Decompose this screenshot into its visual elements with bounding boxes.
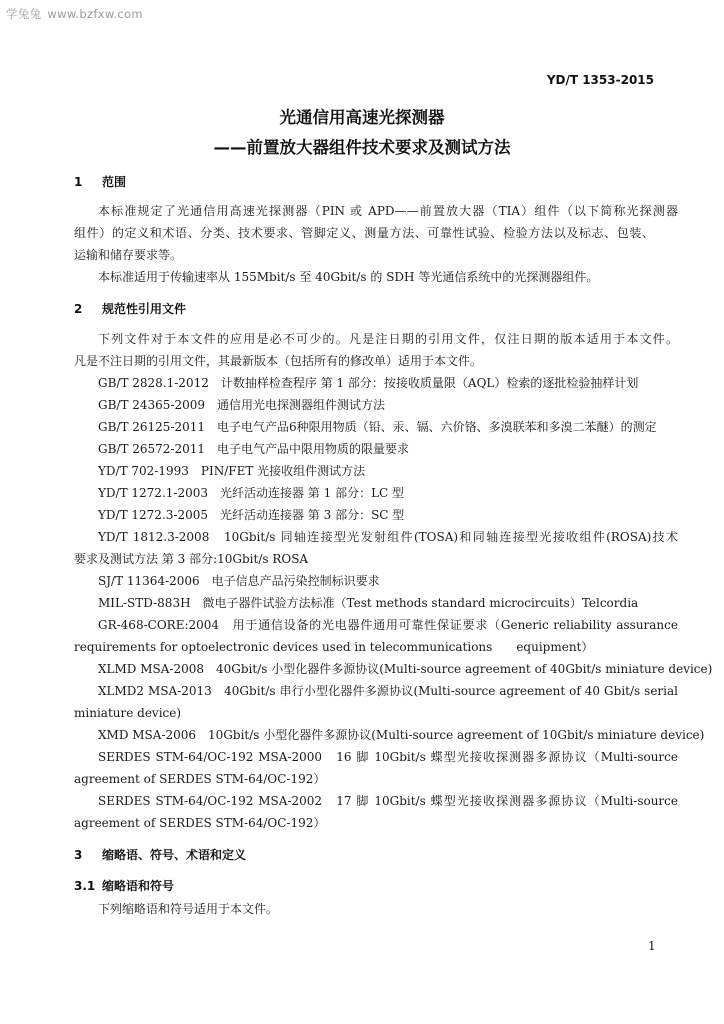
reference-item: GB/T 26572-2011 电子电气产品中限用物质的限量要求 (98, 442, 410, 456)
section-1-heading (74, 173, 126, 190)
reference-item: SERDES STM-64/OC-192 MSA-2002 17 脚 10Gbit/s 蝶型光接收探测器多源协议（Multi-source (98, 794, 678, 808)
watermark (6, 6, 143, 22)
reference-item-continuation: miniature device) (74, 706, 182, 720)
section-3-heading (74, 846, 246, 863)
section-number: 2 (74, 302, 83, 316)
document-title: 光通信用高速光探测器 (279, 108, 445, 127)
section-title: 规范性引用文件 (102, 302, 187, 316)
reference-item-continuation: agreement of SERDES STM-64/OC-192） (74, 772, 326, 786)
reference-item: XMD MSA-2006 10Gbit/s 小型化器件多源协议(Multi-source agreement of 10Gbit/s miniature device) (98, 728, 705, 742)
paragraph-line: 下列缩略语和符号适用于本文件。 (98, 902, 279, 916)
paragraph-line: 本标准规定了光通信用高速光探测器（PIN 或 APD——前置放大器（TIA）组件（以下简称光探测器 (98, 204, 678, 218)
section-number: 1 (74, 175, 83, 189)
reference-item: MIL-STD-883H 微电子器件试验方法标准（Test methods standard microcircuits）Telcordia (98, 596, 639, 610)
reference-item: YD/T 702-1993 PIN/FET 光接收组件测试方法 (98, 464, 366, 478)
document-subtitle: ——前置放大器组件技术要求及测试方法 (213, 138, 511, 157)
reference-item-continuation: requirements for optoelectronic devices used in telecommunications equipment） (74, 640, 594, 654)
reference-item: GB/T 24365-2009 通信用光电探测器组件测试方法 (98, 398, 386, 412)
paragraph-line: 凡是不注日期的引用文件，其最新版本（包括所有的修改单）适用于本文件。 (74, 354, 483, 368)
watermark-url: www.bzfxw.com (47, 7, 143, 21)
reference-item: XLMD MSA-2008 40Gbit/s 小型化器件多源协议(Multi-source agreement of 40Gbit/s miniature device) (98, 662, 713, 676)
section-title: 缩略语、符号、术语和定义 (102, 848, 247, 862)
page-number: 1 (648, 939, 656, 953)
reference-item: SERDES STM-64/OC-192 MSA-2000 16 脚 10Gbit/s 蝶型光接收探测器多源协议（Multi-source (98, 750, 678, 764)
reference-item-continuation: agreement of SERDES STM-64/OC-192） (74, 816, 326, 830)
section-3-1-heading (74, 877, 174, 894)
section-number: 3.1 (74, 879, 96, 893)
section-title: 范围 (102, 175, 127, 189)
section-title: 缩略语和符号 (102, 879, 175, 893)
paragraph-line: 本标准适用于传输速率从 155Mbit/s 至 40Gbit/s 的 SDH 等光通信系统中的光探测器组件。 (98, 270, 599, 284)
reference-item: GB/T 26125-2011 电子电气产品6种限用物质（铅、汞、镉、六价铬、多溴联苯和多溴二苯醚）的测定 (98, 420, 657, 434)
document-code: YD/T 1353-2015 (546, 73, 654, 87)
paragraph-line: 运输和储存要求等。 (74, 248, 183, 262)
paragraph-line: 组件）的定义和术语、分类、技术要求、管脚定义、测量方法、可靠性试验、检验方法以及标志、包装、 (74, 226, 654, 240)
reference-item: YD/T 1272.3-2005 光纤活动连接器 第 3 部分：SC 型 (98, 508, 405, 522)
reference-item: YD/T 1812.3-2008 10Gbit/s 同轴连接型光发射组件(TOSA)和同轴连接型光接收组件(ROSA)技术 (98, 530, 678, 544)
reference-item: YD/T 1272.1-2003 光纤活动连接器 第 1 部分：LC 型 (98, 486, 405, 500)
reference-item: XLMD2 MSA-2013 40Gbit/s 串行小型化器件多源协议(Multi-source agreement of 40 Gbit/s serial (98, 684, 678, 698)
reference-item-continuation: 要求及测试方法 第 3 部分:10Gbit/s ROSA (74, 552, 309, 566)
section-2-heading (74, 300, 186, 317)
reference-item: SJ/T 11364-2006 电子信息产品污染控制标识要求 (98, 574, 380, 588)
paragraph-line: 下列文件对于本文件的应用是必不可少的。凡是注日期的引用文件，仅注日期的版本适用于本文件。 (98, 332, 678, 346)
reference-item: GB/T 2828.1-2012 计数抽样检查程序 第 1 部分：按接收质量限（AQL）检索的逐批检验抽样计划 (98, 376, 639, 390)
reference-item: GR-468-CORE:2004 用于通信设备的光电器件通用可靠性保证要求（Generic reliability assurance (98, 618, 678, 632)
section-number: 3 (74, 848, 83, 862)
watermark-site-name: 学兔兔 (6, 7, 42, 21)
